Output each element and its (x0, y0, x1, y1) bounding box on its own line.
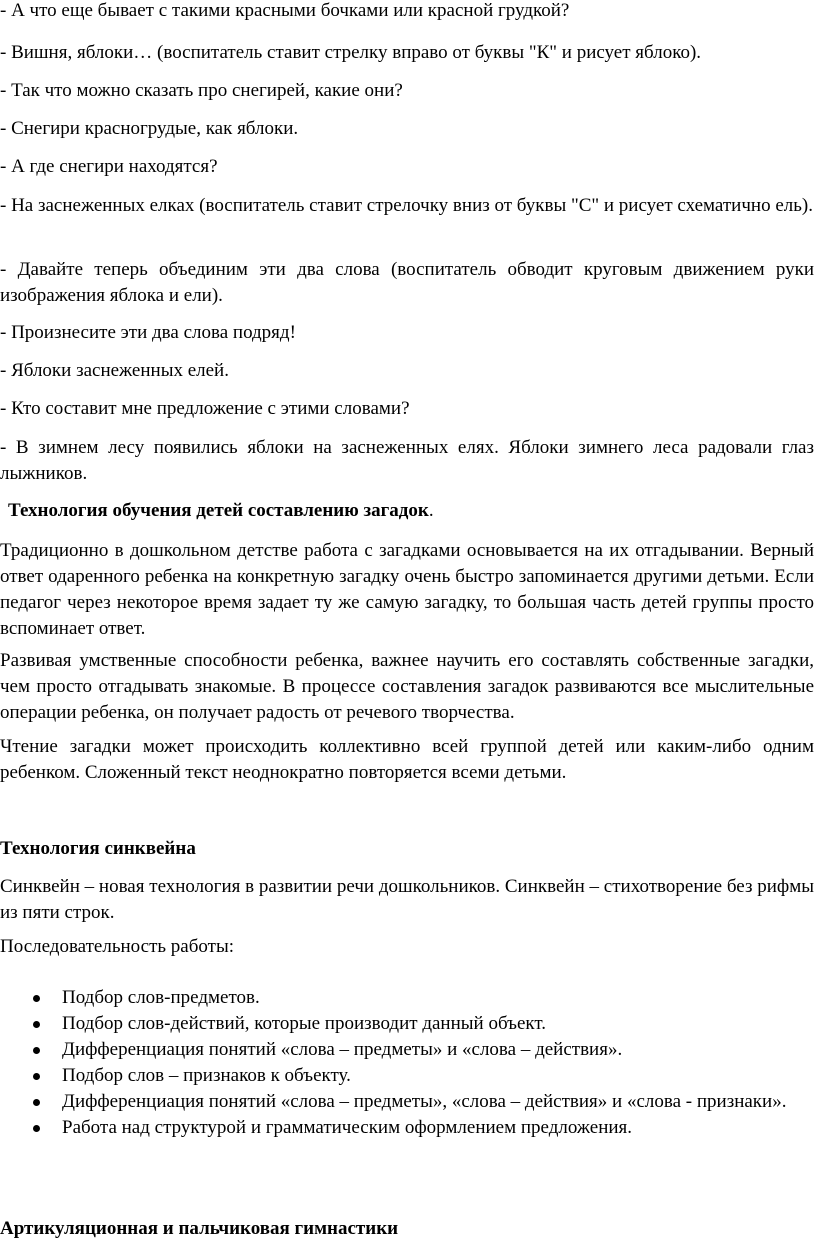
dialogue-line: - А что еще бывает с такими красными бочками или красной грудкой? (0, 0, 570, 21)
riddles-paragraph: Чтение загадки может происходить коллективно всей группой детей или каким-либо одним ребенком. Сложенный текст неоднократно повторяется всеми детьми. (0, 736, 814, 783)
cinquain-heading: Технология синквейна (0, 838, 196, 859)
dialogue-line: - Так что можно сказать про снегирей, какие они? (0, 80, 403, 101)
riddles-heading-punct: . (428, 500, 434, 521)
riddles-paragraph: Развивая умственные способности ребенка, важнее научить его составлять собственные загадки, чем просто отгадывать знакомые. В процессе составления загадок развиваются все мыслительные операции ребенка, он получает радость от речевого творчества. (0, 650, 814, 723)
dialogue-line: - Вишня, яблоки… (воспитатель ставит стрелку вправо от буквы "К" и рисует яблоко). (0, 42, 702, 63)
list-item: Дифференциация понятий «слова – предметы», «слова – действия» и «слова - признаки». (0, 1089, 814, 1115)
dialogue-line: - На заснеженных елках (воспитатель ставит стрелочку вниз от буквы "С" и рисует схематично ель). (0, 195, 813, 216)
dialogue-line: - А где снегири находятся? (0, 156, 218, 177)
gymnastics-heading: Артикуляционная и пальчиковая гимнастики (0, 1218, 399, 1239)
dialogue-line: - Произнесите эти два слова подряд! (0, 322, 296, 343)
cinquain-intro: Синквейн – новая технология в развитии речи дошкольников. Синквейн – стихотворение без рифмы из пяти строк. (0, 876, 814, 923)
list-item: Подбор слов – признаков к объекту. (0, 1063, 814, 1089)
dialogue-line: - Снегири красногрудые, как яблоки. (0, 118, 299, 139)
dialogue-line: - В зимнем лесу появились яблоки на заснеженных елях. Яблоки зимнего леса радовали глаз лыжников. (0, 437, 814, 484)
riddles-heading-text: Технология обучения детей составлению загадок (8, 500, 429, 521)
dialogue-line: - Яблоки заснеженных елей. (0, 360, 229, 381)
riddles-paragraph: Традиционно в дошкольном детстве работа с загадками основывается на их отгадывании. Верный ответ одаренного ребенка на конкретную загадку очень быстро запоминается другими детьми. Если педагог через некоторое время задает ту же самую загадку, то большая часть детей группы просто вспоминает ответ. (0, 540, 814, 639)
list-item: Подбор слов-действий, которые производит данный объект. (0, 1011, 814, 1037)
list-item: Работа над структурой и грамматическим оформлением предложения. (0, 1115, 814, 1141)
dialogue-line: - Кто составит мне предложение с этими словами? (0, 398, 410, 419)
list-item: Подбор слов-предметов. (0, 985, 814, 1011)
list-item: Дифференциация понятий «слова – предметы» и «слова – действия». (0, 1037, 814, 1063)
sequence-label: Последовательность работы: (0, 936, 234, 957)
dialogue-line: - Давайте теперь объединим эти два слова (воспитатель обводит круговым движением руки изображения яблока и ели). (0, 259, 814, 306)
steps-list (0, 985, 814, 1141)
riddles-heading (8, 498, 434, 524)
